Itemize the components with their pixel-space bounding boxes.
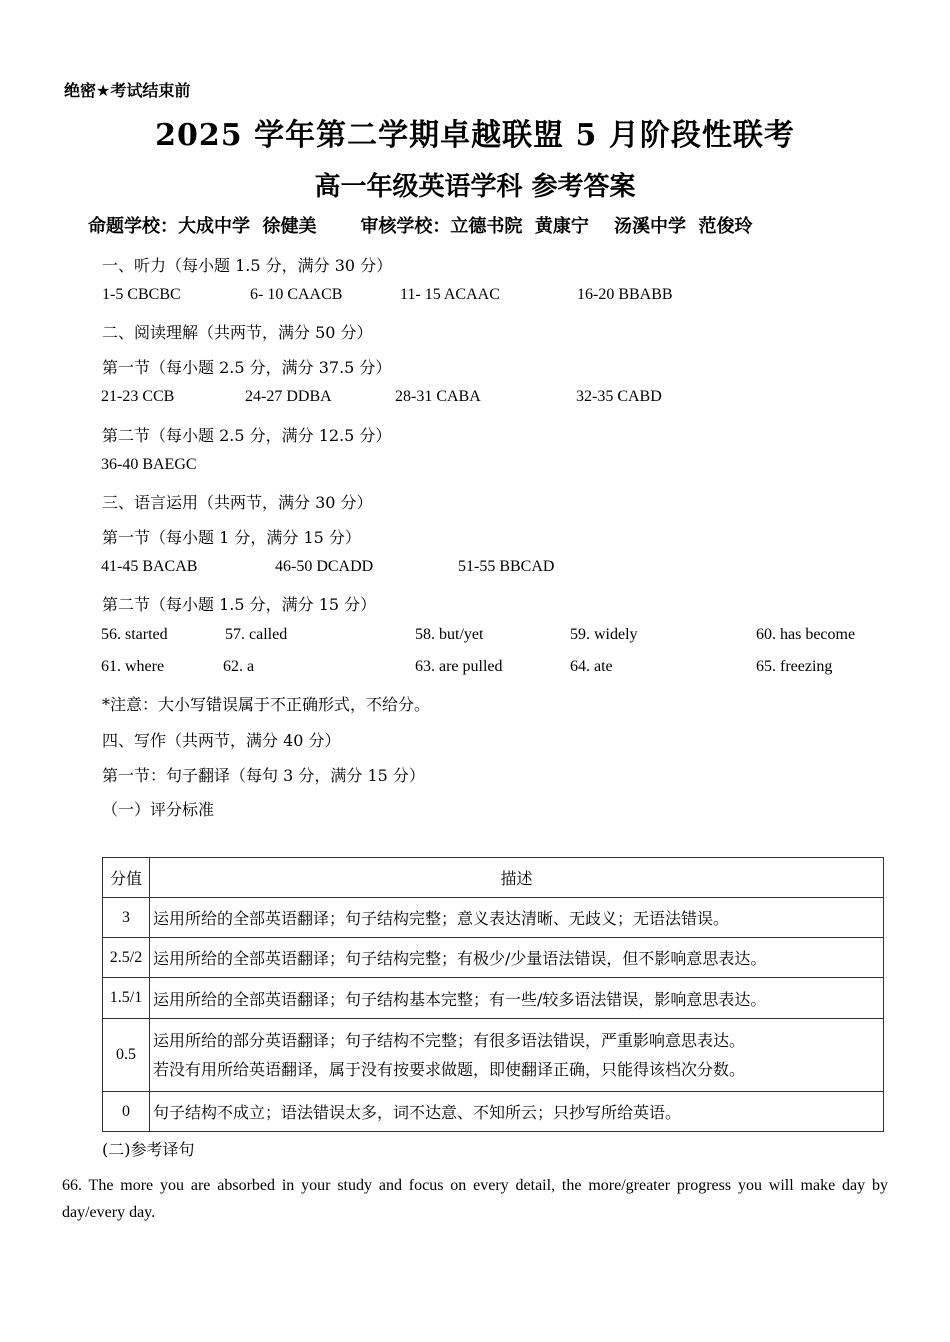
desc-line: 运用所给的部分英语翻译；句子结构不完整；有很多语法错误，严重影响意思表达。: [153, 1031, 746, 1050]
answer-group: 51-55 BBCAD: [458, 558, 555, 575]
reading-section2-heading: 第二节（每小题 2.5 分，满分 12.5 分）: [102, 426, 392, 445]
answer-group: 46-50 DCADD: [275, 558, 374, 575]
answer-item: 57. called: [225, 626, 288, 643]
answer-group: 6- 10 CAACB: [250, 286, 343, 303]
answer-item: 63. are pulled: [415, 658, 503, 675]
table-row: [103, 938, 884, 978]
desc-cell: [150, 1019, 884, 1092]
exam-subtitle: 高一年级英语学科 参考答案: [314, 172, 636, 202]
listening-heading: 一、听力（每小题 1.5 分，满分 30 分）: [102, 256, 393, 275]
exam-title: 2025 学年第二学期卓越联盟 5 月阶段性联考: [155, 118, 795, 153]
language-section1-heading: 第一节（每小题 1 分，满分 15 分）: [102, 528, 361, 547]
score-cell: 2.5/2: [103, 938, 150, 978]
desc-cell: 句子结构不成立；语法错误太多，词不达意、不知所云；只抄写所给英语。: [150, 1092, 884, 1132]
answer-group: 1-5 CBCBC: [102, 286, 181, 303]
answer-group: 28-31 CABA: [395, 388, 481, 405]
language-section2-heading: 第二节（每小题 1.5 分，满分 15 分）: [102, 595, 377, 614]
table-row: [103, 978, 884, 1019]
desc-line: 若没有用所给英语翻译，属于没有按要求做题，即使翻译正确，只能得该档次分数。: [153, 1060, 746, 1079]
table-row: [103, 1019, 884, 1092]
score-cell: 0.5: [103, 1019, 150, 1092]
answer-item: 60. has become: [756, 626, 856, 643]
reference-heading: (二)参考译句: [102, 1140, 195, 1159]
table-row: [103, 898, 884, 938]
score-cell: 1.5/1: [103, 978, 150, 1019]
answer-item: 59. widely: [570, 626, 638, 643]
confidential-label: 绝密★考试结束前: [64, 81, 191, 100]
desc-cell: 运用所给的全部英语翻译；句子结构基本完整；有一些/较多语法错误，影响意思表达。: [150, 978, 884, 1019]
criteria-heading: （一）评分标准: [102, 800, 215, 819]
answer-group: 41-45 BACAB: [101, 558, 198, 575]
reading-section1-heading: 第一节（每小题 2.5 分，满分 37.5 分）: [102, 358, 392, 377]
answer-group: 36-40 BAEGC: [101, 456, 197, 473]
answer-item: 65. freezing: [756, 658, 833, 675]
score-cell: 3: [103, 898, 150, 938]
answer-group: 32-35 CABD: [576, 388, 662, 405]
answer-group: 21-23 CCB: [101, 388, 175, 405]
desc-cell: 运用所给的全部英语翻译；句子结构完整；意义表达清晰、无歧义；无语法错误。: [150, 898, 884, 938]
answer-group: 11- 15 ACAAC: [400, 286, 500, 303]
answer-item: 58. but/yet: [415, 626, 484, 643]
grading-table: [102, 857, 884, 1132]
answer-group: 24-27 DDBA: [245, 388, 332, 405]
answer-item: 64. ate: [570, 658, 613, 675]
answer-item: 56. started: [101, 626, 168, 643]
score-cell: 0: [103, 1092, 150, 1132]
table-header-row: [103, 858, 884, 898]
answer-group: 16-20 BBABB: [577, 286, 673, 303]
desc-cell: 运用所给的全部英语翻译；句子结构完整；有极少/少量语法错误，但不影响意思表达。: [150, 938, 884, 978]
answer-item: 61. where: [101, 658, 165, 675]
note-text: *注意：大小写错误属于不正确形式，不给分。: [102, 695, 431, 714]
writing-heading: 四、写作（共两节，满分 40 分）: [102, 731, 341, 750]
answer-item: 62. a: [223, 658, 255, 675]
writing-section1-heading: 第一节：句子翻译（每句 3 分，满分 15 分）: [102, 766, 425, 785]
table-header-desc: 描述: [150, 858, 884, 898]
authors-line: 命题学校：大成中学 徐健美 审核学校：立德书院 黄康宁 汤溪中学 范俊玲: [88, 216, 753, 237]
table-row: [103, 1092, 884, 1132]
language-heading: 三、语言运用（共两节，满分 30 分）: [102, 493, 373, 512]
reading-heading: 二、阅读理解（共两节，满分 50 分）: [102, 323, 373, 342]
reference-sentence-66: 66. The more you are absorbed in your study and focus on every detail, the more/greater progress you will make day by day/every day.: [62, 1177, 888, 1221]
table-header-score: 分值: [103, 858, 150, 898]
